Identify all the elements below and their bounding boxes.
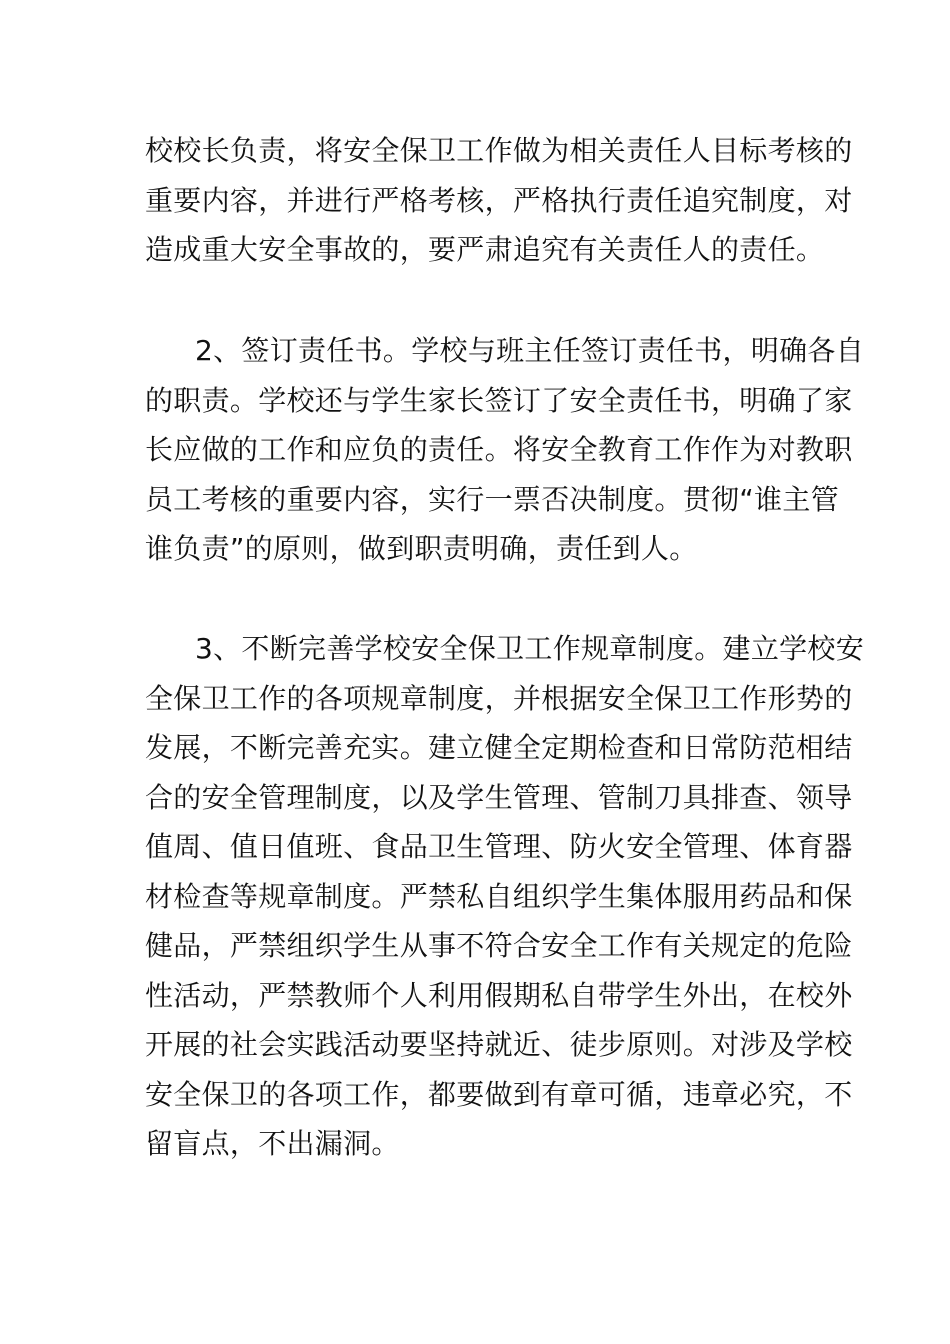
paragraph-line: 重要内容，并进行严格考核，严格执行责任追究制度，对 [145, 183, 853, 217]
paragraph-line: 谁负责”的原则，做到职责明确，责任到人。 [145, 532, 698, 565]
paragraph-line: 员工考核的重要内容，实行一票否决制度。贯彻“谁主管 [145, 482, 840, 516]
paragraph-line: 开展的社会实践活动要坚持就近、徒步原则。对涉及学校 [145, 1028, 853, 1061]
paragraph-line: 健品，严禁组织学生从事不符合安全工作有关规定的危险 [145, 929, 853, 962]
paragraph-line: 值周、值日值班、食品卫生管理、防火安全管理、体育器 [145, 830, 853, 863]
paragraph-line: 2、签订责任书。学校与班主任签订责任书，明确各自 [195, 334, 865, 367]
paragraph-line: 合的安全管理制度，以及学生管理、管制刀具排查、领导 [145, 780, 853, 814]
paragraph-3 [145, 624, 865, 1169]
paragraph-line: 长应做的工作和应负的责任。将安全教育工作作为对教职 [145, 433, 853, 466]
paragraph-line: 留盲点，不出漏洞。 [145, 1127, 400, 1160]
paragraph-line: 安全保卫的各项工作，都要做到有章可循，违章必究，不 [145, 1077, 853, 1111]
paragraph-line: 3、不断完善学校安全保卫工作规章制度。建立学校安 [195, 632, 865, 665]
paragraph-line: 性活动，严禁教师个人利用假期私自带学生外出，在校外 [145, 978, 853, 1012]
paragraph-line: 全保卫工作的各项规章制度，并根据安全保卫工作形势的 [145, 681, 853, 715]
paragraph-line: 校校长负责，将安全保卫工作做为相关责任人目标考核的 [145, 134, 853, 167]
paragraph-line: 材检查等规章制度。严禁私自组织学生集体服用药品和保 [145, 879, 853, 913]
paragraph-line: 造成重大安全事故的，要严肃追究有关责任人的责任。 [145, 233, 825, 266]
paragraph-line: 的职责。学校还与学生家长签订了安全责任书，明确了家 [145, 383, 853, 417]
paragraph-line: 发展，不断完善充实。建立健全定期检查和日常防范相结 [145, 731, 853, 764]
paragraph-1 [145, 126, 853, 275]
paragraph-2 [145, 326, 865, 574]
